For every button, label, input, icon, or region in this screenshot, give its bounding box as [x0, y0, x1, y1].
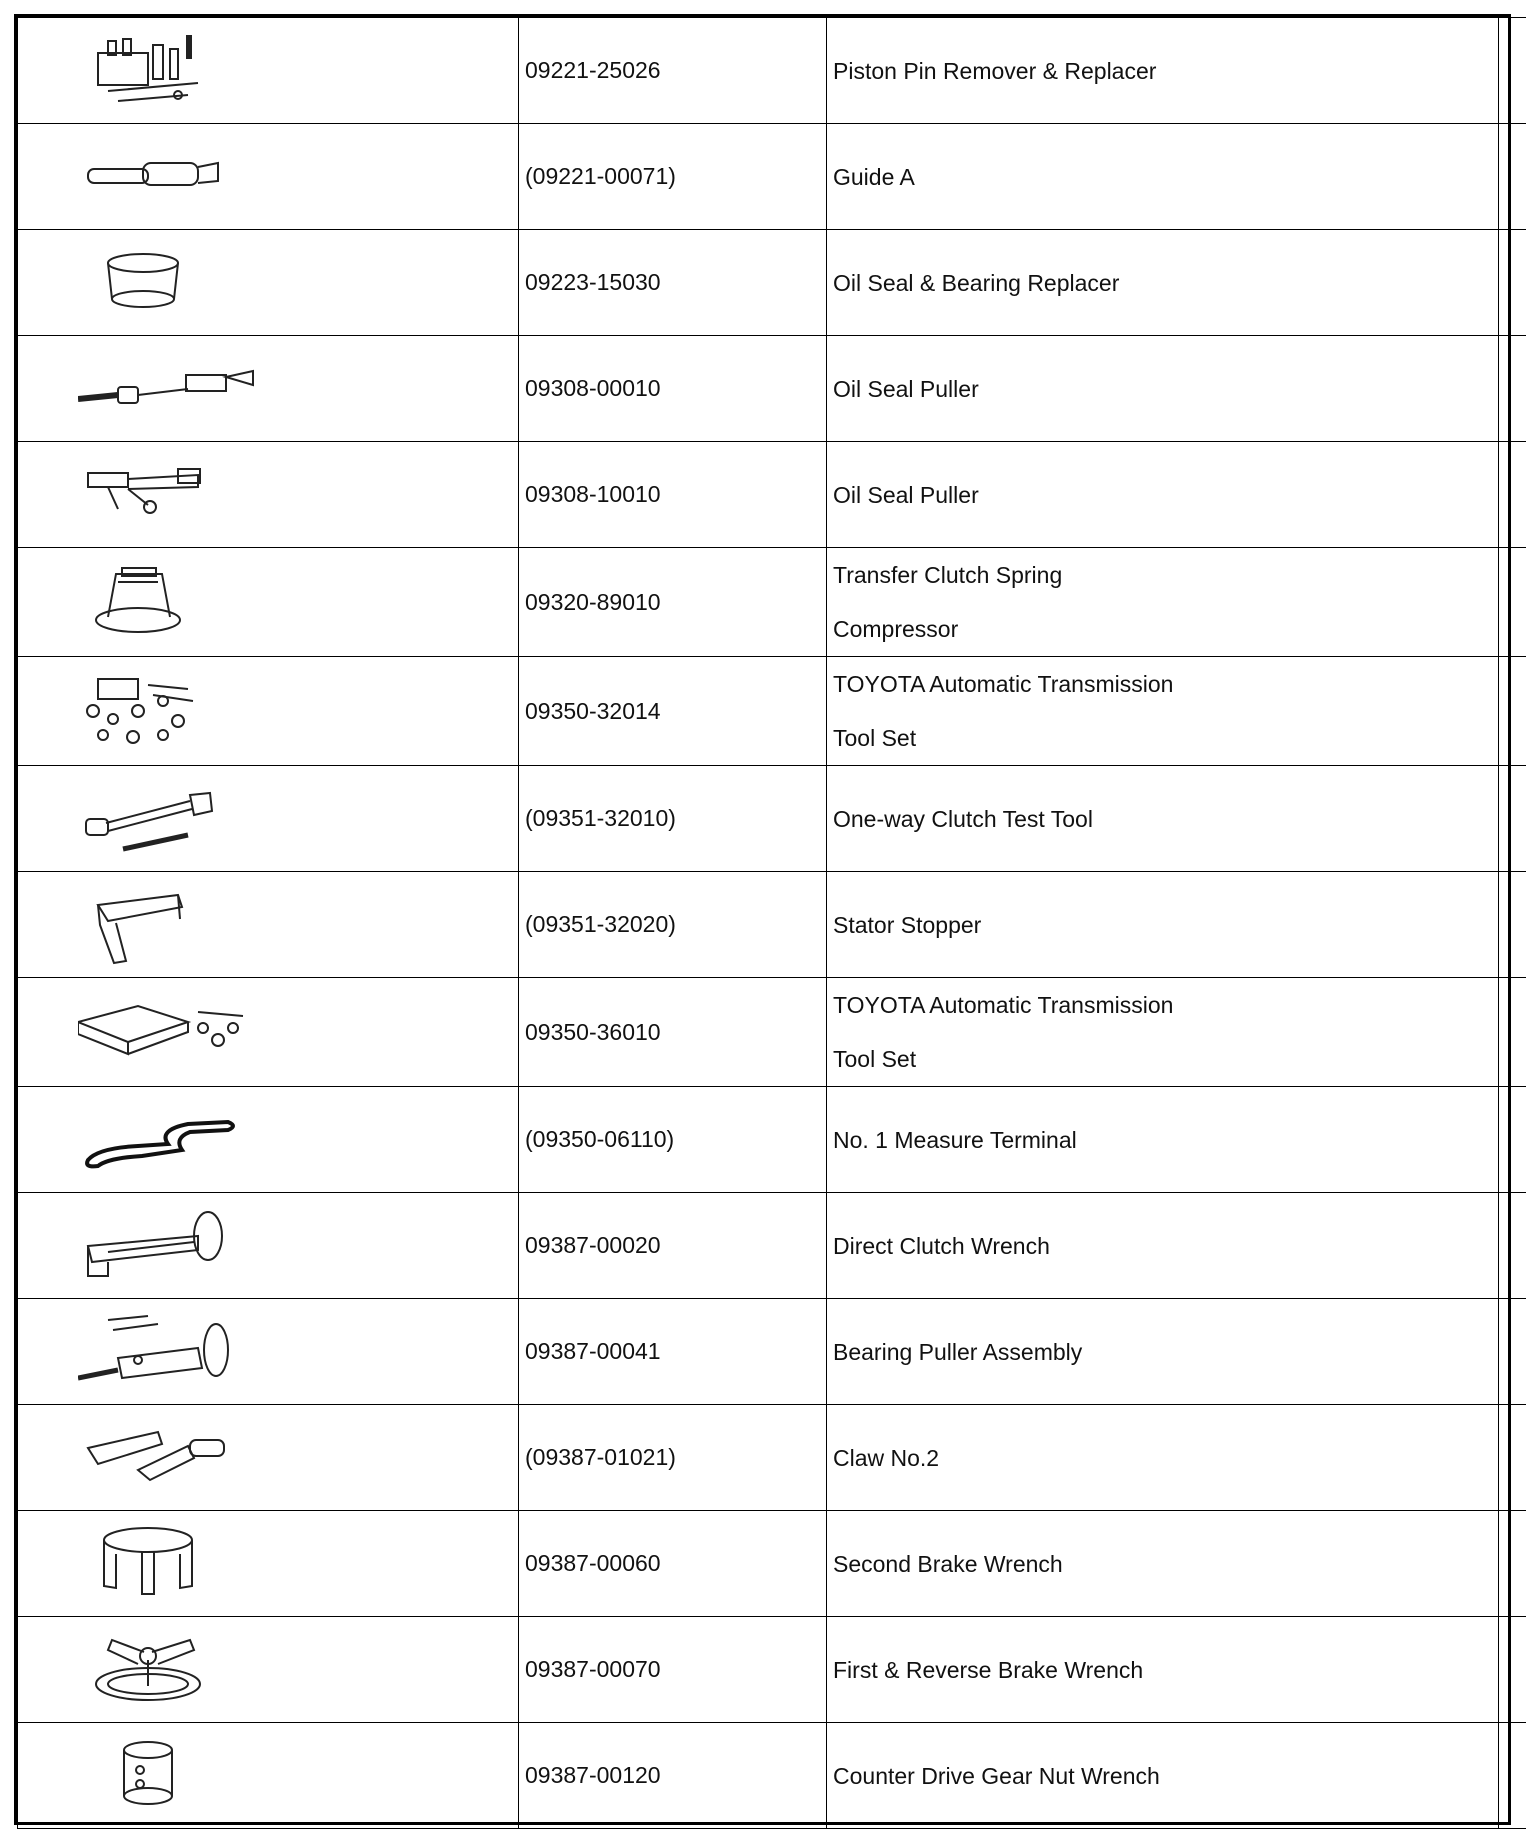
table-row — [18, 442, 1526, 548]
tool-name — [827, 1617, 1499, 1723]
tool-name — [827, 1405, 1499, 1511]
automatic-transmission-tool-set-case-icon — [78, 992, 258, 1072]
table-row — [18, 1299, 1526, 1405]
table-row — [18, 657, 1526, 766]
table-row — [18, 1723, 1526, 1829]
note-cell — [1499, 18, 1526, 124]
part-number: (09221-00071) — [519, 124, 827, 230]
table-row — [18, 978, 1526, 1087]
stator-stopper-icon — [78, 885, 258, 965]
tool-illustration-cell — [18, 230, 519, 336]
part-number: (09350-06110) — [519, 1087, 827, 1193]
tool-name — [827, 978, 1499, 1087]
tool-name — [827, 336, 1499, 442]
tool-name — [827, 1087, 1499, 1193]
note-cell — [1499, 657, 1526, 766]
claw-icon — [78, 1418, 258, 1498]
tool-name — [827, 1193, 1499, 1299]
note-cell — [1499, 230, 1526, 336]
note-cell — [1499, 872, 1526, 978]
guide-a-icon — [78, 137, 258, 217]
table-row — [18, 1405, 1526, 1511]
table-row — [18, 1193, 1526, 1299]
part-number: 09387-00020 — [519, 1193, 827, 1299]
table-row — [18, 18, 1526, 124]
tool-name-line: Transfer Clutch Spring — [833, 562, 1063, 588]
tool-illustration-cell — [18, 872, 519, 978]
note-cell — [1499, 1511, 1526, 1617]
automatic-transmission-tool-set-icon — [78, 671, 258, 751]
table-row — [18, 548, 1526, 657]
part-number: 09387-00041 — [519, 1299, 827, 1405]
tool-name-line: Tool Set — [833, 725, 917, 751]
tool-illustration-cell — [18, 1087, 519, 1193]
tool-name — [827, 18, 1499, 124]
part-number: 09308-00010 — [519, 336, 827, 442]
tool-name — [827, 657, 1499, 766]
tool-name — [827, 548, 1499, 657]
tool-name-line: Counter Drive Gear Nut Wrench — [833, 1762, 1160, 1789]
table-row — [18, 124, 1526, 230]
part-number: (09387-01021) — [519, 1405, 827, 1511]
tool-table-sheet — [14, 14, 1511, 1825]
note-cell — [1499, 1193, 1526, 1299]
tool-name-line: TOYOTA Automatic Transmission — [833, 992, 1174, 1018]
tool-illustration-cell — [18, 1193, 519, 1299]
note-cell — [1499, 978, 1526, 1087]
oil-seal-puller-icon — [78, 455, 258, 535]
table-row — [18, 336, 1526, 442]
note-cell — [1499, 1299, 1526, 1405]
part-number: 09221-25026 — [519, 18, 827, 124]
tool-illustration-cell — [18, 1299, 519, 1405]
one-way-clutch-test-tool-icon — [78, 779, 258, 859]
tool-name-line: Guide A — [833, 163, 915, 190]
tool-name-line: Tool Set — [833, 1046, 917, 1072]
part-number: 09350-36010 — [519, 978, 827, 1087]
note-cell — [1499, 766, 1526, 872]
oil-seal-bearing-replacer-icon — [78, 243, 258, 323]
tool-name-line: Oil Seal Puller — [833, 481, 979, 508]
tool-illustration-cell — [18, 978, 519, 1087]
special-service-tools-table — [17, 17, 1526, 1829]
table-row — [18, 1087, 1526, 1193]
part-number: (09351-32020) — [519, 872, 827, 978]
table-row — [18, 230, 1526, 336]
tool-name-line: Direct Clutch Wrench — [833, 1232, 1050, 1259]
tool-illustration-cell — [18, 657, 519, 766]
tool-name — [827, 1511, 1499, 1617]
oil-seal-puller-slide-hammer-icon — [78, 349, 258, 429]
tool-name-line: Second Brake Wrench — [833, 1550, 1063, 1577]
tool-name — [827, 872, 1499, 978]
bearing-puller-assembly-icon — [78, 1312, 258, 1392]
tool-illustration-cell — [18, 442, 519, 548]
tool-name-line: Oil Seal & Bearing Replacer — [833, 269, 1120, 296]
part-number: 09387-00120 — [519, 1723, 827, 1829]
tool-illustration-cell — [18, 766, 519, 872]
part-number: 09387-00060 — [519, 1511, 827, 1617]
first-reverse-brake-wrench-icon — [78, 1630, 258, 1710]
tool-illustration-cell — [18, 1405, 519, 1511]
part-number: 09308-10010 — [519, 442, 827, 548]
tool-illustration-cell — [18, 1617, 519, 1723]
note-cell — [1499, 1405, 1526, 1511]
tool-name-line: One-way Clutch Test Tool — [833, 805, 1093, 832]
tool-name-line: No. 1 Measure Terminal — [833, 1126, 1077, 1153]
tool-name-line: Bearing Puller Assembly — [833, 1338, 1083, 1365]
part-number: 09320-89010 — [519, 548, 827, 657]
tool-illustration-cell — [18, 1511, 519, 1617]
note-cell — [1499, 1723, 1526, 1829]
table-row — [18, 1617, 1526, 1723]
tool-illustration-cell — [18, 124, 519, 230]
part-number: 09387-00070 — [519, 1617, 827, 1723]
piston-pin-remover-replacer-set-icon — [78, 31, 258, 111]
tool-name-line: TOYOTA Automatic Transmission — [833, 671, 1174, 697]
tool-name-line: Stator Stopper — [833, 911, 982, 938]
tool-name — [827, 1299, 1499, 1405]
tool-name-line: Claw No.2 — [833, 1444, 940, 1471]
part-number: 09223-15030 — [519, 230, 827, 336]
tool-name — [827, 766, 1499, 872]
note-cell — [1499, 124, 1526, 230]
tool-name-line: Piston Pin Remover & Replacer — [833, 57, 1157, 84]
tool-name — [827, 442, 1499, 548]
measure-terminal-icon — [78, 1100, 258, 1180]
tool-illustration-cell — [18, 548, 519, 657]
tool-name — [827, 1723, 1499, 1829]
table-row — [18, 1511, 1526, 1617]
tool-illustration-cell — [18, 336, 519, 442]
tool-name-line: Oil Seal Puller — [833, 375, 979, 402]
tool-name — [827, 124, 1499, 230]
note-cell — [1499, 1617, 1526, 1723]
second-brake-wrench-icon — [78, 1524, 258, 1604]
note-cell — [1499, 442, 1526, 548]
table-row — [18, 766, 1526, 872]
tool-name — [827, 230, 1499, 336]
part-number: 09350-32014 — [519, 657, 827, 766]
note-cell — [1499, 548, 1526, 657]
tool-illustration-cell — [18, 1723, 519, 1829]
tool-illustration-cell — [18, 18, 519, 124]
note-cell — [1499, 336, 1526, 442]
tool-name-line: First & Reverse Brake Wrench — [833, 1656, 1144, 1683]
transfer-clutch-spring-compressor-icon — [78, 562, 258, 642]
direct-clutch-wrench-icon — [78, 1206, 258, 1286]
table-row — [18, 872, 1526, 978]
part-number: (09351-32010) — [519, 766, 827, 872]
tool-name-line: Compressor — [833, 616, 959, 642]
counter-drive-gear-nut-wrench-icon — [78, 1736, 258, 1816]
note-cell — [1499, 1087, 1526, 1193]
